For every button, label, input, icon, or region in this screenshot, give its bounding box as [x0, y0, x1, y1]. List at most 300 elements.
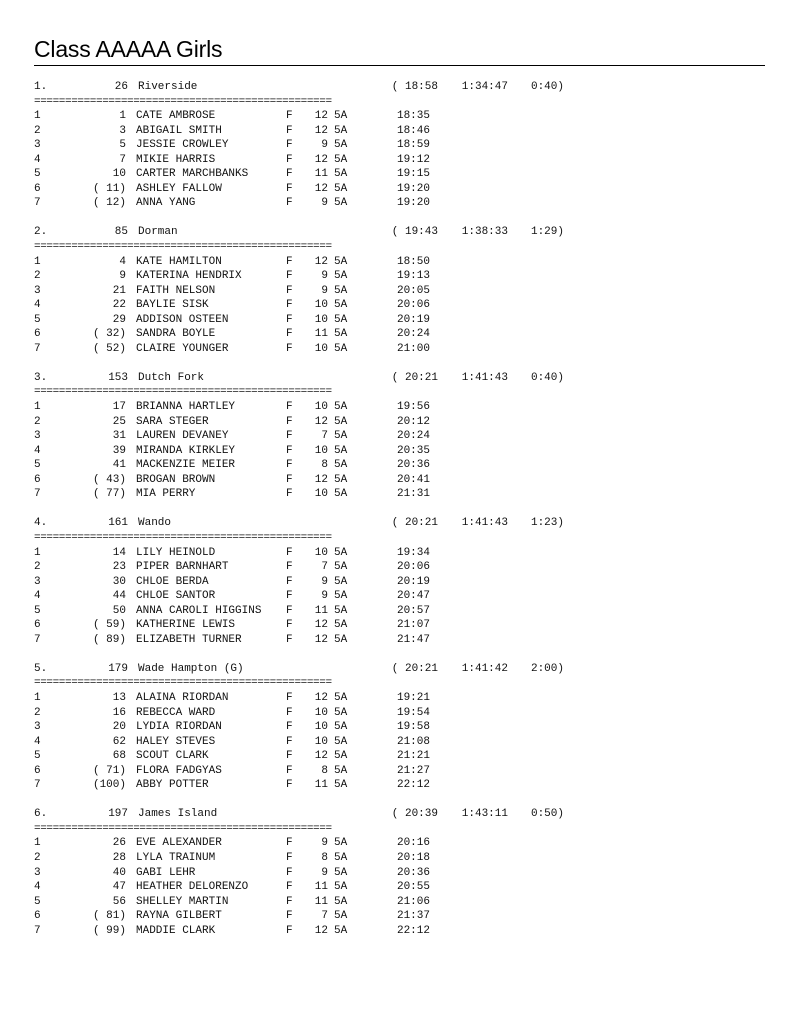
- runner-order: 6: [34, 764, 41, 777]
- runner-class: 5A: [334, 691, 348, 704]
- team-spread: 0:50): [530, 808, 564, 821]
- runner-class: 5A: [334, 270, 348, 283]
- runner-order: 5: [34, 459, 41, 472]
- separator-line: ================================================: [34, 822, 332, 835]
- runner-team-points: 21: [112, 284, 126, 297]
- runner-team-points: 9: [119, 270, 126, 283]
- team-header: [34, 807, 564, 822]
- runner-time: 20:57: [396, 604, 430, 617]
- runner-order: 5: [34, 604, 41, 617]
- runner-name: KATHERINE LEWIS: [136, 619, 236, 632]
- runner-row: [34, 633, 564, 648]
- team-name: Dutch Fork: [138, 371, 205, 384]
- runner-year: 11: [314, 881, 328, 894]
- team-score: 153: [108, 371, 128, 384]
- runner-class: 5A: [334, 328, 348, 341]
- runner-order: 2: [34, 415, 41, 428]
- runner-row: [34, 400, 564, 415]
- runner-order: 1: [34, 255, 41, 268]
- runner-name: ADDISON OSTEEN: [136, 313, 229, 326]
- runner-year: 10: [314, 546, 328, 559]
- runner-order: 2: [34, 270, 41, 283]
- runner-team-points: ( 81): [92, 910, 126, 923]
- runner-gender: F: [286, 284, 293, 297]
- runner-team-points: 10: [112, 168, 126, 181]
- team-average: ( 18:58: [391, 81, 438, 93]
- runner-gender: F: [286, 561, 293, 574]
- runner-row: [34, 153, 564, 168]
- runner-class: 5A: [334, 735, 348, 748]
- team-block: [34, 807, 564, 938]
- runner-team-points: (100): [92, 779, 126, 792]
- runner-name: CARTER MARCHBANKS: [136, 168, 249, 181]
- runner-year: 11: [314, 895, 328, 908]
- runner-team-points: ( 77): [92, 488, 126, 501]
- runner-row: [34, 109, 564, 124]
- separator-line: ================================================: [34, 677, 332, 690]
- runner-order: 1: [34, 691, 41, 704]
- runner-year: 12: [314, 110, 328, 123]
- runner-team-points: ( 32): [92, 328, 126, 341]
- runner-gender: F: [286, 619, 293, 632]
- runner-row: [34, 458, 564, 473]
- runner-year: 8: [321, 851, 328, 864]
- runner-team-points: 28: [112, 851, 126, 864]
- runner-class: 5A: [334, 182, 348, 195]
- team-name: Riverside: [138, 81, 198, 93]
- runner-row: [34, 546, 564, 561]
- team-average: ( 20:21: [391, 517, 438, 530]
- runner-year: 12: [314, 255, 328, 268]
- runner-order: 7: [34, 197, 41, 210]
- runner-year: 12: [314, 473, 328, 486]
- runner-team-points: 47: [112, 881, 126, 894]
- runner-year: 11: [314, 328, 328, 341]
- runner-row: [34, 604, 564, 619]
- team-header: [34, 516, 564, 531]
- runner-class: 5A: [334, 110, 348, 123]
- runner-name: SHELLEY MARTIN: [136, 895, 229, 908]
- runner-row: [34, 895, 564, 910]
- runner-gender: F: [286, 401, 293, 414]
- team-average: ( 20:21: [391, 371, 438, 384]
- team-place: 4.: [34, 517, 48, 530]
- runner-name: LAUREN DEVANEY: [136, 430, 229, 443]
- team-place: 6.: [34, 808, 48, 821]
- team-name: Wando: [138, 517, 172, 530]
- team-spread: 2:00): [530, 662, 564, 675]
- runner-time: 20:55: [396, 881, 430, 894]
- runner-year: 9: [321, 866, 328, 879]
- team-score: 161: [108, 517, 128, 530]
- runner-name: HALEY STEVES: [136, 735, 216, 748]
- runner-team-points: 41: [112, 459, 126, 472]
- runner-row: [34, 298, 564, 313]
- runner-team-points: 3: [119, 124, 126, 137]
- title-rule: [34, 65, 765, 66]
- runner-team-points: ( 43): [92, 473, 126, 486]
- runner-year: 8: [321, 459, 328, 472]
- runner-gender: F: [286, 444, 293, 457]
- runner-name: FLORA FADGYAS: [136, 764, 222, 777]
- runner-class: 5A: [334, 619, 348, 632]
- runner-class: 5A: [334, 415, 348, 428]
- runner-order: 4: [34, 299, 41, 312]
- runner-gender: F: [286, 881, 293, 894]
- runner-year: 12: [314, 415, 328, 428]
- runner-team-points: 50: [112, 604, 126, 617]
- team-average: ( 19:43: [391, 226, 438, 239]
- runner-order: 6: [34, 910, 41, 923]
- runner-time: 21:47: [396, 633, 430, 646]
- runner-time: 21:37: [396, 910, 430, 923]
- runner-team-points: 14: [112, 546, 126, 559]
- runner-order: 6: [34, 473, 41, 486]
- runner-class: 5A: [334, 721, 348, 734]
- team-block: [34, 80, 564, 211]
- runner-name: MIKIE HARRIS: [136, 153, 216, 166]
- runner-class: 5A: [334, 153, 348, 166]
- runner-order: 2: [34, 706, 41, 719]
- runner-year: 9: [321, 590, 328, 603]
- runner-row: [34, 764, 564, 779]
- runner-time: 21:27: [396, 764, 430, 777]
- runner-class: 5A: [334, 881, 348, 894]
- team-spread: 0:40): [530, 371, 564, 384]
- runner-year: 12: [314, 153, 328, 166]
- runner-gender: F: [286, 459, 293, 472]
- runner-row: [34, 138, 564, 153]
- runner-order: 6: [34, 619, 41, 632]
- runner-name: EVE ALEXANDER: [136, 837, 222, 850]
- separator-line: ================================================: [34, 95, 332, 108]
- runner-name: SCOUT CLARK: [136, 750, 209, 763]
- runner-order: 7: [34, 779, 41, 792]
- runner-name: FAITH NELSON: [136, 284, 216, 297]
- runner-row: [34, 444, 564, 459]
- runner-gender: F: [286, 866, 293, 879]
- runner-gender: F: [286, 124, 293, 137]
- runner-time: 18:50: [396, 255, 430, 268]
- team-header: [34, 225, 564, 240]
- runner-row: [34, 415, 564, 430]
- runner-gender: F: [286, 764, 293, 777]
- team-block: [34, 516, 564, 647]
- runner-time: 21:06: [396, 895, 430, 908]
- runner-order: 5: [34, 750, 41, 763]
- runner-order: 3: [34, 284, 41, 297]
- runner-team-points: 23: [112, 561, 126, 574]
- runner-time: 20:12: [396, 415, 430, 428]
- runner-row: [34, 880, 564, 895]
- runner-order: 1: [34, 401, 41, 414]
- runner-name: ASHLEY FALLOW: [136, 182, 222, 195]
- runner-name: MADDIE CLARK: [136, 924, 216, 937]
- runner-time: 20:16: [396, 837, 430, 850]
- team-average: ( 20:21: [391, 662, 438, 675]
- runner-year: 9: [321, 837, 328, 850]
- runner-team-points: ( 71): [92, 764, 126, 777]
- runner-gender: F: [286, 168, 293, 181]
- team-spread: 1:29): [530, 226, 564, 239]
- runner-year: 12: [314, 619, 328, 632]
- runner-year: 7: [321, 430, 328, 443]
- runner-year: 10: [314, 342, 328, 355]
- runner-time: 21:31: [396, 488, 430, 501]
- runner-row: [34, 909, 564, 924]
- team-block: [34, 225, 564, 356]
- runner-row: [34, 866, 564, 881]
- runner-row: [34, 182, 564, 197]
- runner-row: [34, 706, 564, 721]
- runner-name: SANDRA BOYLE: [136, 328, 216, 341]
- team-total-time: 1:41:42: [461, 662, 508, 675]
- runner-class: 5A: [334, 488, 348, 501]
- runner-name: MIRANDA KIRKLEY: [136, 444, 236, 457]
- runner-gender: F: [286, 590, 293, 603]
- runner-name: MACKENZIE MEIER: [136, 459, 236, 472]
- runner-time: 20:47: [396, 590, 430, 603]
- runner-order: 7: [34, 633, 41, 646]
- runner-order: 4: [34, 881, 41, 894]
- runner-gender: F: [286, 313, 293, 326]
- team-header: [34, 662, 564, 677]
- runner-order: 7: [34, 488, 41, 501]
- runner-order: 2: [34, 561, 41, 574]
- runner-gender: F: [286, 182, 293, 195]
- runner-year: 10: [314, 735, 328, 748]
- runner-time: 21:00: [396, 342, 430, 355]
- team-spread: 0:40): [530, 81, 564, 93]
- runner-gender: F: [286, 750, 293, 763]
- runner-time: 20:05: [396, 284, 430, 297]
- runner-class: 5A: [334, 401, 348, 414]
- runner-row: [34, 560, 564, 575]
- runner-gender: F: [286, 270, 293, 283]
- runner-order: 3: [34, 575, 41, 588]
- runner-time: 20:24: [396, 430, 430, 443]
- runner-team-points: ( 12): [92, 197, 126, 210]
- runner-row: [34, 124, 564, 139]
- runner-order: 3: [34, 866, 41, 879]
- runner-name: ELIZABETH TURNER: [136, 633, 242, 646]
- runner-class: 5A: [334, 546, 348, 559]
- team-place: 3.: [34, 371, 48, 384]
- runner-class: 5A: [334, 837, 348, 850]
- runner-order: 3: [34, 430, 41, 443]
- runner-class: 5A: [334, 866, 348, 879]
- runner-year: 12: [314, 750, 328, 763]
- runner-name: LILY HEINOLD: [136, 546, 216, 559]
- runner-name: CHLOE SANTOR: [136, 590, 216, 603]
- runner-time: 18:59: [396, 139, 430, 152]
- runner-time: 20:06: [396, 299, 430, 312]
- runner-team-points: 4: [119, 255, 126, 268]
- runner-time: 19:58: [396, 721, 430, 734]
- runner-class: 5A: [334, 313, 348, 326]
- runner-order: 4: [34, 153, 41, 166]
- runner-time: 18:46: [396, 124, 430, 137]
- page-title: Class AAAAA Girls: [34, 36, 223, 62]
- runner-year: 10: [314, 444, 328, 457]
- runner-time: 22:12: [396, 779, 430, 792]
- runner-gender: F: [286, 342, 293, 355]
- runner-team-points: 44: [112, 590, 126, 603]
- runner-gender: F: [286, 633, 293, 646]
- runner-team-points: 29: [112, 313, 126, 326]
- runner-row: [34, 720, 564, 735]
- runner-row: [34, 778, 564, 793]
- runner-gender: F: [286, 895, 293, 908]
- team-score: 85: [114, 226, 128, 239]
- runner-year: 10: [314, 721, 328, 734]
- team-place: 5.: [34, 662, 48, 675]
- team-total-time: 1:41:43: [461, 371, 508, 384]
- runner-gender: F: [286, 415, 293, 428]
- runner-class: 5A: [334, 430, 348, 443]
- runner-gender: F: [286, 488, 293, 501]
- runner-name: BROGAN BROWN: [136, 473, 216, 486]
- runner-row: [34, 269, 564, 284]
- runner-gender: F: [286, 139, 293, 152]
- team-total-time: 1:38:33: [461, 226, 508, 239]
- runner-order: 1: [34, 110, 41, 123]
- runner-team-points: ( 89): [92, 633, 126, 646]
- runner-class: 5A: [334, 706, 348, 719]
- runner-order: 6: [34, 328, 41, 341]
- runner-year: 12: [314, 124, 328, 137]
- runner-year: 12: [314, 924, 328, 937]
- separator-line: ================================================: [34, 386, 332, 399]
- runner-order: 4: [34, 590, 41, 603]
- runner-team-points: 56: [112, 895, 126, 908]
- runner-name: SARA STEGER: [136, 415, 209, 428]
- team-score: 197: [108, 808, 128, 821]
- runner-time: 19:54: [396, 706, 430, 719]
- runner-class: 5A: [334, 590, 348, 603]
- team-name: Dorman: [138, 226, 178, 239]
- runner-class: 5A: [334, 139, 348, 152]
- runner-name: ABBY POTTER: [136, 779, 209, 792]
- team-total-time: 1:34:47: [461, 81, 508, 93]
- runner-class: 5A: [334, 168, 348, 181]
- runner-year: 12: [314, 633, 328, 646]
- runner-row: [34, 924, 564, 939]
- runner-year: 11: [314, 604, 328, 617]
- runner-year: 7: [321, 561, 328, 574]
- runner-class: 5A: [334, 444, 348, 457]
- runner-gender: F: [286, 299, 293, 312]
- runner-name: CHLOE BERDA: [136, 575, 209, 588]
- runner-name: GABI LEHR: [136, 866, 196, 879]
- runner-row: [34, 167, 564, 182]
- runner-time: 19:56: [396, 401, 430, 414]
- runner-year: 10: [314, 299, 328, 312]
- runner-gender: F: [286, 328, 293, 341]
- runner-time: 20:18: [396, 851, 430, 864]
- runner-name: HEATHER DELORENZO: [136, 881, 249, 894]
- runner-name: LYLA TRAINUM: [136, 851, 216, 864]
- runner-team-points: 40: [112, 866, 126, 879]
- team-header: [34, 80, 564, 95]
- team-block: [34, 662, 564, 793]
- runner-name: BAYLIE SISK: [136, 299, 209, 312]
- runner-gender: F: [286, 851, 293, 864]
- runner-class: 5A: [334, 124, 348, 137]
- runner-time: 21:21: [396, 750, 430, 763]
- runner-name: RAYNA GILBERT: [136, 910, 222, 923]
- runner-class: 5A: [334, 473, 348, 486]
- runner-time: 18:35: [396, 110, 430, 123]
- runner-class: 5A: [334, 575, 348, 588]
- runner-name: MIA PERRY: [136, 488, 196, 501]
- runner-name: JESSIE CROWLEY: [136, 139, 229, 152]
- results-list: [34, 80, 564, 953]
- runner-team-points: 39: [112, 444, 126, 457]
- runner-class: 5A: [334, 342, 348, 355]
- runner-gender: F: [286, 837, 293, 850]
- runner-time: 20:41: [396, 473, 430, 486]
- team-average: ( 20:39: [391, 808, 438, 821]
- runner-order: 4: [34, 444, 41, 457]
- runner-class: 5A: [334, 895, 348, 908]
- runner-team-points: 17: [112, 401, 126, 414]
- runner-class: 5A: [334, 255, 348, 268]
- team-place: 2.: [34, 226, 48, 239]
- runner-name: KATERINA HENDRIX: [136, 270, 242, 283]
- runner-time: 19:13: [396, 270, 430, 283]
- runner-order: 1: [34, 546, 41, 559]
- runner-row: [34, 313, 564, 328]
- runner-year: 9: [321, 139, 328, 152]
- runner-name: KATE HAMILTON: [136, 255, 222, 268]
- separator-line: ================================================: [34, 241, 332, 254]
- runner-year: 11: [314, 779, 328, 792]
- runner-year: 10: [314, 401, 328, 414]
- runner-row: [34, 749, 564, 764]
- runner-name: CATE AMBROSE: [136, 110, 216, 123]
- runner-class: 5A: [334, 561, 348, 574]
- runner-row: [34, 327, 564, 342]
- runner-class: 5A: [334, 284, 348, 297]
- runner-time: 20:35: [396, 444, 430, 457]
- runner-name: LYDIA RIORDAN: [136, 721, 222, 734]
- runner-row: [34, 342, 564, 357]
- runner-team-points: 22: [112, 299, 126, 312]
- runner-team-points: 1: [119, 110, 126, 123]
- runner-row: [34, 429, 564, 444]
- team-total-time: 1:43:11: [461, 808, 508, 821]
- runner-year: 9: [321, 284, 328, 297]
- runner-class: 5A: [334, 851, 348, 864]
- runner-gender: F: [286, 924, 293, 937]
- runner-time: 19:21: [396, 691, 430, 704]
- runner-order: 6: [34, 182, 41, 195]
- runner-order: 7: [34, 924, 41, 937]
- runner-name: ANNA YANG: [136, 197, 196, 210]
- runner-name: BRIANNA HARTLEY: [136, 401, 236, 414]
- runner-team-points: 13: [112, 691, 126, 704]
- runner-name: ALAINA RIORDAN: [136, 691, 229, 704]
- runner-row: [34, 196, 564, 211]
- runner-order: 2: [34, 124, 41, 137]
- runner-class: 5A: [334, 459, 348, 472]
- separator-line: ================================================: [34, 531, 332, 544]
- runner-team-points: 5: [119, 139, 126, 152]
- runner-row: [34, 575, 564, 590]
- runner-year: 9: [321, 197, 328, 210]
- runner-order: 5: [34, 313, 41, 326]
